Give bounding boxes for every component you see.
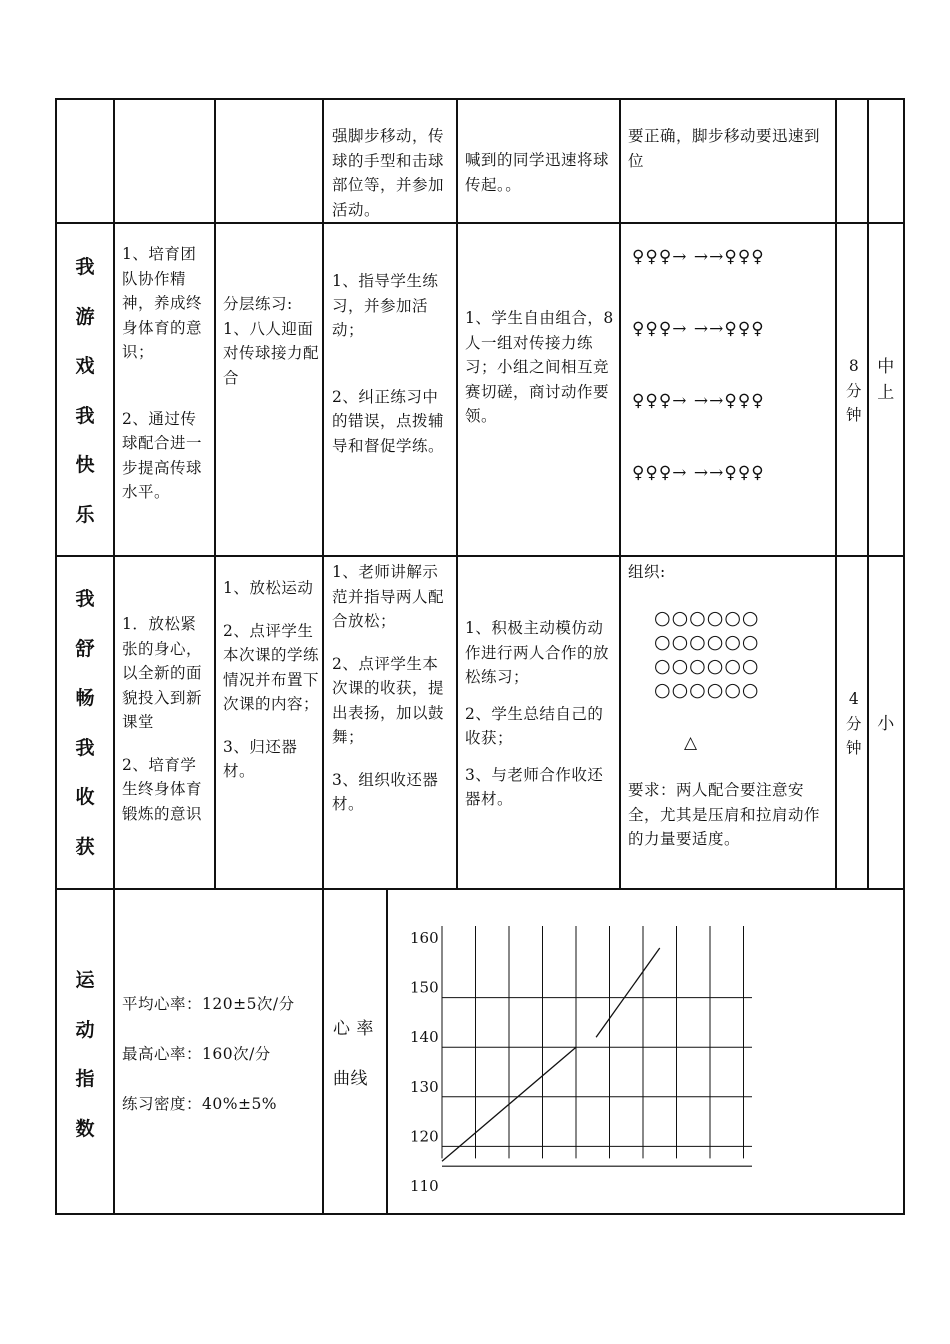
row2-goal-2: 2、通过传球配合进一步提高传球水平。: [122, 409, 203, 501]
row1-teacher-text: [332, 124, 450, 222]
col-line-1: [113, 98, 115, 1214]
y-tick-label: 130: [410, 1077, 439, 1096]
row3-time-unit-2: 钟: [845, 739, 862, 757]
row2-goal-1: 1、培育团队协作精神，养成终身体育的意识；: [122, 245, 203, 361]
heart-rate-chart-svg: [400, 915, 800, 1205]
col-line-4: [456, 98, 458, 889]
row3-content-1: 1、放松运动: [223, 579, 314, 597]
row3-title-char: 舒: [75, 637, 95, 660]
row4-density: 练习密度：40%±5%: [122, 1095, 278, 1113]
teacher-position-triangle: △: [684, 733, 698, 753]
row2-content: [223, 292, 319, 390]
row2-title-char: 乐: [75, 503, 95, 526]
row2-student-1: 1、学生自由组合，8人一组对传接力练习；小组之间相互竞赛切磋，商讨动作要领。: [465, 309, 614, 425]
row2-teacher-2: 2、纠正练习中的错误，点拨辅导和督促学练。: [332, 387, 445, 455]
row2-title-char: 游: [75, 305, 95, 328]
row2-title-char: 我: [75, 404, 95, 427]
col-line-7: [867, 98, 869, 889]
row2-section-title: [65, 243, 105, 540]
table-top-border: [55, 98, 905, 100]
formation-row: ♀♀♀→ →→♀♀♀: [632, 247, 765, 267]
row2-student: [465, 306, 615, 429]
row1-organization-text: [628, 124, 832, 173]
col-line-6: [835, 98, 837, 889]
y-tick-label: 150: [410, 978, 439, 997]
row3-student-3: 3、与老师合作收还器材。: [465, 765, 604, 808]
col-line-2: [214, 98, 216, 889]
formation-circle-row: ○○○○○○: [654, 679, 760, 701]
row2-teacher-1: 1、指导学生练习，并参加活动；: [332, 272, 439, 339]
row3-title-char: 收: [75, 786, 95, 808]
row2-title-char: 戏: [75, 355, 95, 377]
row3-org-label: 组织:: [628, 563, 666, 581]
row3-title-char: 我: [75, 736, 95, 759]
y-tick-label: 120: [410, 1127, 439, 1146]
formation-circle-row: ○○○○○○: [654, 655, 760, 677]
row2-title-char: 我: [75, 256, 95, 278]
formation-row: ♀♀♀→ →→♀♀♀: [632, 319, 765, 339]
row4-max-hr: 最高心率：160次/分: [122, 1045, 271, 1063]
row3-student: [465, 616, 615, 812]
row3-content: [223, 576, 319, 784]
row2-intensity: [874, 354, 898, 406]
row-divider-3: [55, 888, 905, 890]
row3-teacher-2: 2、点评学生本次课的收获，提出表扬，加以鼓舞；: [332, 654, 445, 746]
row3-teacher: [332, 560, 450, 817]
row4-section-title: [65, 956, 105, 1154]
col-line-5: [619, 98, 621, 889]
row2-time-num: 8: [848, 357, 860, 375]
row2-time-unit-2: 钟: [845, 406, 862, 424]
row4-title-char: 运: [75, 969, 95, 991]
row2-goals: [122, 242, 210, 505]
row3-teacher-3: 3、组织收还器材。: [332, 770, 439, 813]
row3-content-3: 3、归还器材。: [223, 737, 298, 780]
col-line-3: [322, 98, 324, 1214]
row2-teacher: [332, 269, 450, 458]
row-divider-2: [55, 555, 905, 557]
row3-title-char: 畅: [75, 687, 95, 709]
row3-intensity: 小: [877, 714, 895, 734]
row2-intensity-2: 上: [877, 383, 895, 403]
col-line-3b: [386, 888, 388, 1214]
row3-student-2: 2、学生总结自己的收获；: [465, 704, 604, 747]
row3-time: [844, 687, 864, 761]
formation-circle-row: ○○○○○○: [654, 631, 760, 653]
row3-title-char: 获: [75, 835, 95, 858]
row2-time: [844, 354, 864, 428]
row3-requirement: [628, 778, 832, 852]
row3-content-2: 2、点评学生本次课的学练情况并布置下次课的内容；: [223, 621, 320, 713]
row3-student-1: 1、积极主动模仿动作进行两人合作的放松练习；: [465, 619, 610, 686]
row4-curve-label-1: 心 率: [333, 1019, 374, 1039]
row4-title-char: 数: [75, 1117, 95, 1140]
row3-requirement-text: 要求：两人配合要注意安全，尤其是压肩和拉肩动作的力量要适度。: [628, 781, 821, 848]
formation-circle-row: ○○○○○○: [654, 607, 760, 629]
row2-content-item: 1、八人迎面对传球接力配合: [223, 319, 320, 387]
row1-student-paragraph: 喊到的同学迅速将球传起。。: [465, 151, 610, 194]
row2-time-unit-1: 分: [845, 381, 862, 400]
row1-teacher-paragraph: 强脚步移动，传球的手型和击球部位等，并参加活动。: [332, 127, 445, 219]
y-tick-label: 140: [410, 1028, 439, 1047]
row3-time-unit-1: 分: [845, 714, 862, 733]
col-line-8: [903, 98, 905, 1214]
y-tick-label: 110: [410, 1177, 439, 1195]
y-tick-label: 160: [410, 929, 439, 947]
row3-section-title: [65, 575, 105, 872]
row3-time-num: 4: [848, 690, 860, 708]
row2-content-title: 分层练习:: [223, 295, 293, 313]
row1-organization-paragraph: 要正确，脚步移动要迅速到位: [628, 127, 821, 170]
row3-teacher-1: 1、老师讲解示范并指导两人配合放松；: [332, 563, 445, 630]
row3-title-char: 我: [75, 588, 95, 610]
row4-title-char: 指: [75, 1068, 95, 1090]
row2-intensity-1: 中: [877, 357, 895, 377]
row4-curve-label-2: 曲线: [333, 1069, 368, 1089]
row1-student-text: [465, 148, 615, 197]
formation-row: ♀♀♀→ →→♀♀♀: [632, 463, 765, 483]
col-line-0: [55, 98, 57, 1214]
row2-title-char: 快: [75, 454, 95, 476]
row3-goal-2: 2、培育学生终身体育锻炼的意识: [122, 755, 203, 823]
heart-rate-curve-segment: [596, 948, 660, 1037]
table-bottom-border: [55, 1213, 905, 1215]
row-divider-1: [55, 222, 905, 224]
row3-goal-1: 1．放松紧张的身心，以全新的面貌投入到新课堂: [122, 615, 203, 731]
formation-row: ♀♀♀→ →→♀♀♀: [632, 391, 765, 411]
row4-title-char: 动: [75, 1018, 95, 1041]
heart-rate-chart: [400, 915, 800, 1205]
row3-goals: [122, 612, 212, 826]
row4-avg-hr: 平均心率：120±5次/分: [122, 995, 295, 1013]
